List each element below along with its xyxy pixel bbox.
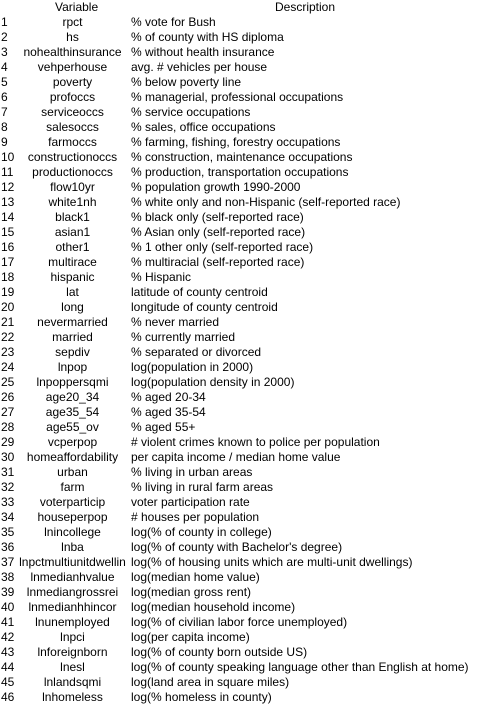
table-row	[0, 15, 480, 30]
table-row	[0, 495, 480, 510]
variable-description: % aged 55+	[131, 420, 196, 434]
row-number: 14	[1, 210, 15, 224]
variable-description: % living in rural farm areas	[131, 480, 274, 494]
row-number: 2	[1, 30, 8, 44]
variable-description: % without health insurance	[131, 45, 275, 59]
variable-name: multirace	[48, 255, 97, 269]
variable-description: % service occupations	[131, 105, 251, 119]
variable-description: % population growth 1990-2000	[131, 180, 301, 194]
variable-description: % construction, maintenance occupations	[131, 150, 353, 164]
variable-description: log(% of county in college)	[131, 525, 272, 539]
row-number: 23	[1, 345, 15, 359]
table-row	[0, 690, 480, 705]
row-number: 35	[1, 525, 15, 539]
table-row	[0, 105, 480, 120]
table-row	[0, 510, 480, 525]
variable-description: log(median household income)	[131, 600, 296, 614]
row-number: 16	[1, 240, 15, 254]
variable-description: log(population in 2000)	[131, 360, 254, 374]
variable-name: nohealthinsurance	[23, 45, 122, 59]
table-row	[0, 420, 480, 435]
row-number: 25	[1, 375, 15, 389]
table-row	[0, 120, 480, 135]
table-row	[0, 300, 480, 315]
variable-description: per capita income / median home value	[131, 450, 341, 464]
table-row	[0, 180, 480, 195]
row-number: 30	[1, 450, 15, 464]
variable-name: farmoccs	[48, 135, 97, 149]
variable-name: age35_54	[45, 405, 100, 419]
table-row	[0, 270, 480, 285]
table-row	[0, 90, 480, 105]
variable-description: % aged 20-34	[131, 390, 206, 404]
row-number: 1	[1, 15, 8, 29]
variable-name: salesoccs	[46, 120, 99, 134]
row-number: 26	[1, 390, 15, 404]
row-number: 45	[1, 675, 15, 689]
table-row	[0, 480, 480, 495]
variable-description: longitude of county centroid	[131, 300, 278, 314]
row-number: 33	[1, 495, 15, 509]
table-row	[0, 585, 480, 600]
variable-description: % sales, office occupations	[131, 120, 276, 134]
table-row	[0, 30, 480, 45]
variable-name: houseperpop	[37, 510, 108, 524]
table-row	[0, 330, 480, 345]
variable-name: black1	[55, 210, 90, 224]
variable-name: long	[61, 300, 84, 314]
row-number: 41	[1, 615, 15, 629]
variable-description: % separated or divorced	[131, 345, 262, 359]
row-number: 40	[1, 600, 15, 614]
row-number: 27	[1, 405, 15, 419]
variable-name: lnesl	[60, 660, 85, 674]
variable-description: % of county with HS diploma	[131, 30, 284, 44]
row-number: 36	[1, 540, 15, 554]
row-number: 31	[1, 465, 15, 479]
variable-description: log(% of civilian labor force unemployed)	[131, 615, 348, 629]
variable-name: profoccs	[49, 90, 96, 104]
row-number: 11	[1, 165, 14, 179]
variable-description: log(per capita income)	[131, 630, 250, 644]
row-number: 8	[1, 120, 8, 134]
variable-name: lnunemployed	[35, 615, 110, 629]
table-row	[0, 255, 480, 270]
table-row	[0, 570, 480, 585]
variable-name: voterparticip	[39, 495, 106, 509]
variable-name: farm	[60, 480, 85, 494]
variable-description: % production, transportation occupations	[131, 165, 349, 179]
row-number: 19	[1, 285, 15, 299]
header-row	[0, 0, 480, 15]
variable-name: lat	[66, 285, 79, 299]
row-number: 39	[1, 585, 15, 599]
row-number: 46	[1, 690, 15, 704]
table-row	[0, 285, 480, 300]
table-row	[0, 405, 480, 420]
variable-description: log(land area in square miles)	[131, 675, 290, 689]
variable-name: rpct	[62, 15, 83, 29]
row-number: 7	[1, 105, 8, 119]
table-row	[0, 660, 480, 675]
row-number: 20	[1, 300, 15, 314]
table-row	[0, 210, 480, 225]
row-number: 4	[1, 60, 8, 74]
variable-name: vehperhouse	[37, 60, 108, 74]
row-number: 10	[1, 150, 15, 164]
variable-name: age55_ov	[46, 420, 99, 434]
variable-description: % multiracial (self-reported race)	[131, 255, 305, 269]
table-row	[0, 360, 480, 375]
table-row	[0, 225, 480, 240]
variable-description: log(% of county with Bachelor's degree)	[131, 540, 343, 554]
variable-description: % below poverty line	[131, 75, 242, 89]
row-number: 3	[1, 45, 8, 59]
variable-name: lnmedianhhincor	[28, 600, 117, 614]
variable-description: % farming, fishing, forestry occupations	[131, 135, 341, 149]
variable-name: lnincollege	[44, 525, 101, 539]
variable-name: lnforeignborn	[37, 645, 108, 659]
variable-name: other1	[55, 240, 90, 254]
table-row	[0, 675, 480, 690]
variable-description: % vote for Bush	[131, 15, 216, 29]
table-row	[0, 465, 480, 480]
variable-name: lnmedianhvalue	[30, 570, 115, 584]
variable-name: vcperpop	[47, 435, 98, 449]
row-number: 38	[1, 570, 15, 584]
table-row	[0, 600, 480, 615]
variable-description: % white only and non-Hispanic (self-reported race)	[131, 195, 401, 209]
row-number: 12	[1, 180, 15, 194]
variable-description: % managerial, professional occupations	[131, 90, 344, 104]
row-number: 18	[1, 270, 15, 284]
variable-name: hispanic	[50, 270, 95, 284]
variable-name: asian1	[54, 225, 91, 239]
variable-name: lnmediangrossrei	[26, 585, 119, 599]
variable-description: latitude of county centroid	[131, 285, 268, 299]
row-number: 9	[1, 135, 8, 149]
table-row	[0, 630, 480, 645]
table-row	[0, 75, 480, 90]
row-number: 28	[1, 420, 15, 434]
table-row	[0, 45, 480, 60]
variable-name: poverty	[52, 75, 93, 89]
variable-description: log(% of county speaking language other than English at home)	[131, 660, 469, 674]
variable-name: productionoccs	[32, 165, 113, 179]
row-number: 24	[1, 360, 15, 374]
variable-description: log(% of housing units which are multi-unit dwellings)	[131, 555, 413, 569]
row-number: 32	[1, 480, 15, 494]
variable-name: urban	[57, 465, 88, 479]
row-number: 29	[1, 435, 15, 449]
row-number: 17	[1, 255, 15, 269]
variable-name: lnhomeless	[42, 690, 103, 704]
variable-name: homeaffordability	[26, 450, 119, 464]
variable-description: % 1 other only (self-reported race)	[131, 240, 314, 254]
row-number: 13	[1, 195, 15, 209]
variable-description: log(% homeless in county)	[131, 690, 272, 704]
variable-description: # houses per population	[131, 510, 260, 524]
header-num-cell	[0, 0, 15, 15]
row-number: 43	[1, 645, 15, 659]
variable-name: nevermarried	[37, 315, 108, 329]
variable-name: lnpop	[57, 360, 88, 374]
variable-name: lnpoppersqmi	[36, 375, 109, 389]
variable-description: log(median home value)	[131, 570, 260, 584]
variable-description: % currently married	[131, 330, 236, 344]
table-row	[0, 540, 480, 555]
variable-name: lnpctmultiunitdwellin	[19, 555, 126, 569]
variable-name: hs	[66, 30, 79, 44]
variable-name: constructionoccs	[27, 150, 118, 164]
table-row	[0, 390, 480, 405]
variable-name: sepdiv	[55, 345, 90, 359]
variable-name: flow10yr	[50, 180, 95, 194]
row-number: 44	[1, 660, 15, 674]
table-row	[0, 435, 480, 450]
table-row	[0, 60, 480, 75]
variable-description: avg. # vehicles per house	[131, 60, 268, 74]
row-number: 34	[1, 510, 15, 524]
table-row	[0, 165, 480, 180]
variable-name: lnlandsqmi	[43, 675, 102, 689]
row-number: 22	[1, 330, 15, 344]
header-description: Description	[274, 0, 336, 14]
variable-name: white1nh	[48, 195, 97, 209]
variable-name: serviceoccs	[41, 105, 104, 119]
table-row	[0, 150, 480, 165]
variable-description: log(% of county born outside US)	[131, 645, 308, 659]
row-number: 6	[1, 90, 8, 104]
variable-name: lnpci	[60, 630, 85, 644]
table-row	[0, 615, 480, 630]
table-row	[0, 135, 480, 150]
variable-name: married	[52, 330, 93, 344]
variable-name: age20_34	[45, 390, 100, 404]
variable-description: % Hispanic	[131, 270, 192, 284]
table-row	[0, 555, 480, 570]
variable-description: % living in urban areas	[131, 465, 253, 479]
variable-description: % black only (self-reported race)	[131, 210, 304, 224]
table-row	[0, 450, 480, 465]
row-number: 42	[1, 630, 15, 644]
variable-name: lnba	[61, 540, 84, 554]
variable-description: log(population density in 2000)	[131, 375, 295, 389]
table-row	[0, 345, 480, 360]
variable-description: % never married	[131, 315, 220, 329]
table-row	[0, 195, 480, 210]
header-variable: Variable	[55, 0, 99, 14]
table-row	[0, 375, 480, 390]
variable-description: log(median gross rent)	[131, 585, 252, 599]
row-number: 15	[1, 225, 15, 239]
variable-description: # violent crimes known to police per population	[131, 435, 380, 449]
variable-description: voter participation rate	[131, 495, 250, 509]
row-number: 5	[1, 75, 8, 89]
table-row	[0, 240, 480, 255]
variable-description: % Asian only (self-reported race)	[131, 225, 306, 239]
table-row	[0, 525, 480, 540]
table-row	[0, 315, 480, 330]
row-number: 21	[1, 315, 15, 329]
table-row	[0, 645, 480, 660]
row-number: 37	[1, 555, 15, 569]
variable-description: % aged 35-54	[131, 405, 206, 419]
